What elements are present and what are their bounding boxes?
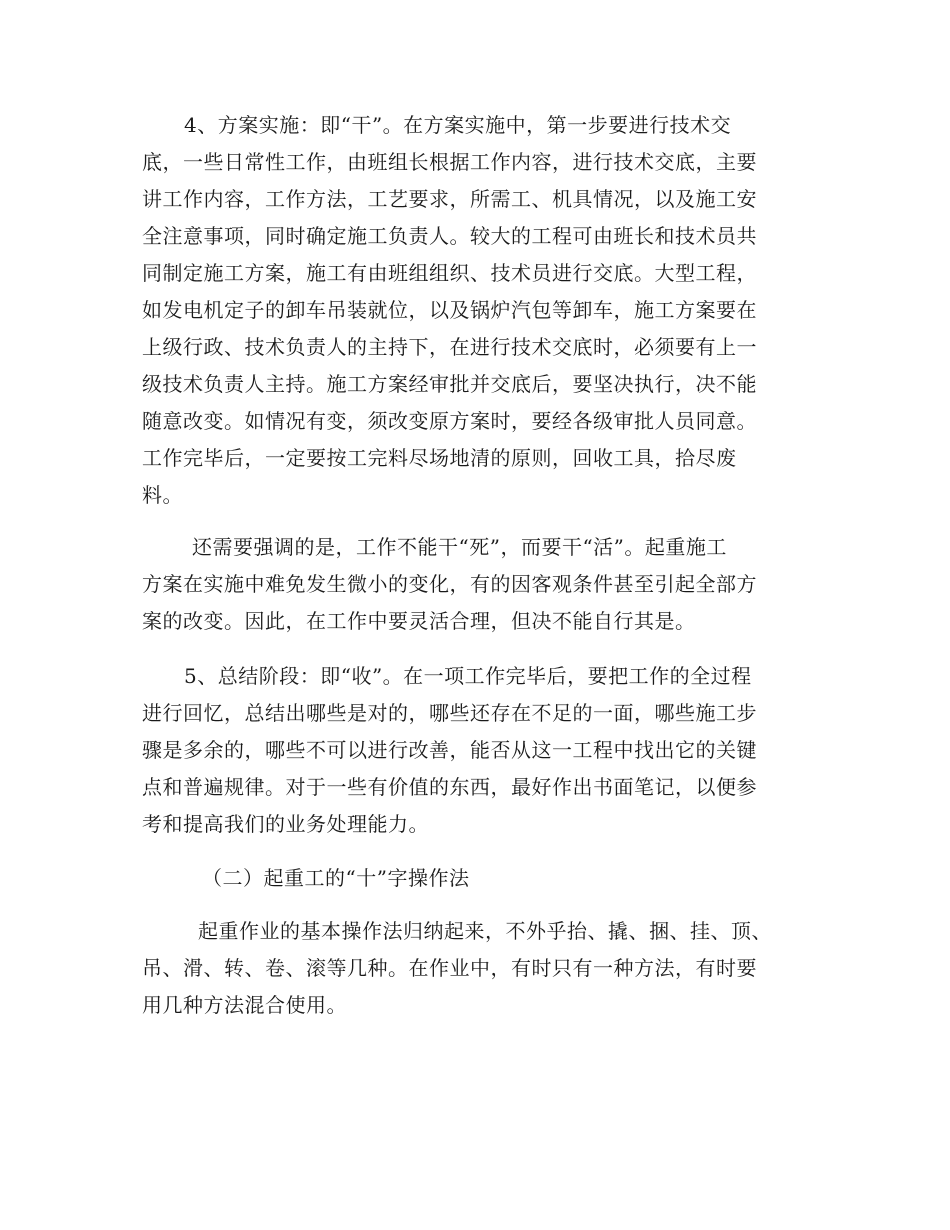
- section-heading: [142, 864, 812, 892]
- text-line: 点和普遍规律。对于一些有价值的东西，最好作出书面笔记，以便参: [142, 775, 757, 799]
- text-line: 底，一些日常性工作，由班组长根据工作内容，进行技术交底，主要: [142, 150, 757, 174]
- text-line: 起重作业的基本操作法归纳起来，不外乎抬、撬、捆、挂、顶、: [198, 919, 772, 943]
- text-line: 骤是多余的，哪些不可以进行改善，能否从这一工程中找出它的关键: [142, 738, 757, 762]
- text-line: 考和提高我们的业务处理能力。: [142, 812, 429, 836]
- text-line: 4、方案实施：即“干”。在方案实施中，第一步要进行技术交: [184, 113, 732, 137]
- text-line: 同制定施工方案，施工有由班组组织、技术员进行交底。大型工程，: [142, 261, 757, 285]
- text-line: 吊、滑、转、卷、滚等几种。在作业中，有时只有一种方法，有时要: [142, 956, 757, 980]
- text-line: 讲工作内容，工作方法，工艺要求，所需工、机具情况，以及施工安: [142, 187, 757, 211]
- text-line: 如发电机定子的卸车吊装就位，以及锅炉汽包等卸车，施工方案要在: [142, 298, 757, 322]
- text-line: 5、总结阶段：即“收”。在一项工作完毕后，要把工作的全过程: [184, 664, 752, 688]
- text-line: 方案在实施中难免发生微小的变化，有的因客观条件甚至引起全部方: [142, 572, 757, 596]
- paragraph-plan-implementation: [142, 111, 812, 509]
- text-line: 还需要强调的是，工作不能干“死”，而要干“活”。起重施工: [192, 535, 727, 559]
- section-heading-text: （二）起重工的“十”字操作法: [202, 866, 470, 890]
- text-line: 级技术负责人主持。施工方案经审批并交底后，要坚决执行，决不能: [142, 372, 757, 396]
- paragraph-flexibility-note: [142, 533, 812, 635]
- paragraph-summary-stage: [142, 662, 812, 838]
- paragraph-operation-methods: [142, 917, 812, 1019]
- text-line: 随意改变。如情况有变，须改变原方案时，要经各级审批人员同意。: [142, 409, 757, 433]
- text-line: 进行回忆，总结出哪些是对的，哪些还存在不足的一面，哪些施工步: [142, 701, 757, 725]
- text-line: 工作完毕后，一定要按工完料尽场地清的原则，回收工具，拾尽废: [142, 446, 737, 470]
- text-line: 用几种方法混合使用。: [142, 993, 347, 1017]
- text-line: 案的改变。因此，在工作中要灵活合理，但决不能自行其是。: [142, 609, 696, 633]
- text-line: 上级行政、技术负责人的主持下，在进行技术交底时，必须要有上一: [142, 335, 757, 359]
- text-line: 全注意事项，同时确定施工负责人。较大的工程可由班长和技术员共: [142, 224, 757, 248]
- text-line: 料。: [142, 483, 183, 507]
